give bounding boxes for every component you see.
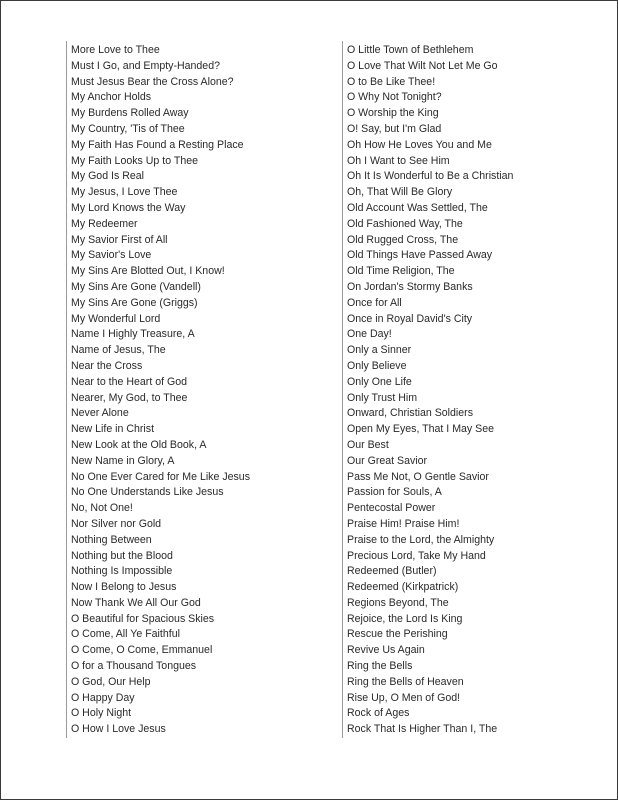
- hymn-title: O How I Love Jesus: [71, 723, 166, 736]
- hymn-title: Name of Jesus, The: [71, 344, 166, 357]
- hymn-title: Rock That Is Higher Than I, The: [347, 723, 498, 736]
- hymn-title: My Lord Knows the Way: [71, 201, 186, 214]
- hymn-title: Ring the Bells: [347, 660, 413, 673]
- hymn-title: My Sins Are Gone (Vandell): [71, 280, 201, 293]
- hymn-title: Old Rugged Cross, The: [347, 233, 459, 246]
- hymn-title: Oh It Is Wonderful to Be a Christian: [347, 170, 514, 183]
- hymn-title: No, Not One!: [71, 502, 133, 515]
- hymn-index-column-right: [342, 41, 592, 738]
- hymn-title: On Jordan's Stormy Banks: [347, 280, 473, 293]
- hymn-title: New Life in Christ: [71, 423, 155, 436]
- hymn-title: Nothing Is Impossible: [71, 565, 173, 578]
- hymn-title: Nothing but the Blood: [71, 549, 173, 562]
- hymn-title: My Sins Are Gone (Griggs): [71, 296, 198, 309]
- hymn-title-list: [347, 43, 592, 738]
- hymn-title-list: [71, 43, 316, 738]
- hymn-title: Only Believe: [347, 359, 407, 372]
- hymn-title: Nor Silver nor Gold: [71, 517, 162, 530]
- hymn-title: Never Alone: [71, 407, 129, 420]
- hymn-title: One Day!: [347, 328, 392, 341]
- hymn-title: O God, Our Help: [71, 675, 151, 688]
- hymn-title: O Beautiful for Spacious Skies: [71, 612, 215, 625]
- hymn-title: Rejoice, the Lord Is King: [347, 612, 463, 625]
- hymn-title: O Love That Wilt Not Let Me Go: [347, 59, 498, 72]
- hymn-title: Oh, That Will Be Glory: [347, 186, 453, 199]
- hymn-title: Old Time Religion, The: [347, 265, 455, 278]
- hymn-title: Now Thank We All Our God: [71, 596, 201, 609]
- hymn-title: O to Be Like Thee!: [347, 75, 436, 88]
- hymn-title: Ring the Bells of Heaven: [347, 675, 464, 688]
- hymn-title: Our Best: [347, 438, 389, 451]
- hymn-title: New Look at the Old Book, A: [71, 438, 207, 451]
- hymn-title: Now I Belong to Jesus: [71, 581, 177, 594]
- hymn-title: My Wonderful Lord: [71, 312, 161, 325]
- hymn-title: Old Fashioned Way, The: [347, 217, 463, 230]
- hymn-title: Onward, Christian Soldiers: [347, 407, 473, 420]
- hymn-title: My God Is Real: [71, 170, 145, 183]
- hymn-title: My Burdens Rolled Away: [71, 107, 189, 120]
- hymn-title: Nearer, My God, to Thee: [71, 391, 188, 404]
- hymn-title: Must I Go, and Empty-Handed?: [71, 59, 220, 72]
- hymn-title: My Jesus, I Love Thee: [71, 186, 178, 199]
- hymn-title: O Holy Night: [71, 707, 132, 720]
- hymn-title: O Worship the King: [347, 107, 439, 120]
- hymn-title: Oh I Want to See Him: [347, 154, 450, 167]
- hymn-title: O Why Not Tonight?: [347, 91, 442, 104]
- hymn-title: Near the Cross: [71, 359, 143, 372]
- hymn-title: Old Account Was Settled, The: [347, 201, 488, 214]
- hymn-title: O Come, O Come, Emmanuel: [71, 644, 213, 657]
- hymn-title: O Happy Day: [71, 691, 135, 704]
- hymn-title: My Faith Looks Up to Thee: [71, 154, 198, 167]
- hymn-title: Open My Eyes, That I May See: [347, 423, 495, 436]
- hymn-title: New Name in Glory, A: [71, 454, 175, 467]
- hymn-title: Rock of Ages: [347, 707, 410, 720]
- hymn-title: My Savior's Love: [71, 249, 152, 262]
- hymn-title: My Redeemer: [71, 217, 138, 230]
- hymn-title: My Country, 'Tis of Thee: [71, 122, 185, 135]
- hymn-title: Near to the Heart of God: [71, 375, 188, 388]
- hymn-title: O Little Town of Bethlehem: [347, 44, 474, 56]
- hymn-title: Pass Me Not, O Gentle Savior: [347, 470, 489, 483]
- hymn-title: My Savior First of All: [71, 233, 168, 246]
- hymn-title: Pentecostal Power: [347, 502, 436, 515]
- hymn-title: No One Understands Like Jesus: [71, 486, 224, 499]
- hymn-title: O! Say, but I'm Glad: [347, 122, 442, 135]
- hymn-title: Rise Up, O Men of God!: [347, 691, 461, 704]
- hymn-title: Once for All: [347, 296, 402, 309]
- hymn-title: My Anchor Holds: [71, 91, 152, 104]
- hymn-title: Must Jesus Bear the Cross Alone?: [71, 75, 234, 88]
- hymn-title: Our Great Savior: [347, 454, 428, 467]
- hymn-title: My Faith Has Found a Resting Place: [71, 138, 244, 151]
- hymn-title: Precious Lord, Take My Hand: [347, 549, 486, 562]
- hymn-title: Redeemed (Kirkpatrick): [347, 581, 459, 594]
- hymn-title: Passion for Souls, A: [347, 486, 442, 499]
- hymn-title: Old Things Have Passed Away: [347, 249, 493, 262]
- hymn-title: O Come, All Ye Faithful: [71, 628, 180, 641]
- hymn-title: Revive Us Again: [347, 644, 425, 657]
- hymn-title: Only Trust Him: [347, 391, 418, 404]
- hymn-title: Praise to the Lord, the Almighty: [347, 533, 495, 546]
- hymn-title: Praise Him! Praise Him!: [347, 517, 460, 530]
- hymn-title: Regions Beyond, The: [347, 596, 449, 609]
- hymn-title: Nothing Between: [71, 533, 152, 546]
- hymn-title: O for a Thousand Tongues: [71, 660, 197, 673]
- hymn-title: Only a Sinner: [347, 344, 412, 357]
- hymn-title: Only One Life: [347, 375, 412, 388]
- hymn-title: Rescue the Perishing: [347, 628, 448, 641]
- hymn-title: Oh How He Loves You and Me: [347, 138, 492, 151]
- hymn-title: Name I Highly Treasure, A: [71, 328, 195, 341]
- hymn-title: My Sins Are Blotted Out, I Know!: [71, 265, 225, 278]
- hymn-title: Once in Royal David's City: [347, 312, 473, 325]
- hymn-title: Redeemed (Butler): [347, 565, 437, 578]
- hymn-index-column-left: [66, 41, 316, 738]
- hymn-title: More Love to Thee: [71, 44, 160, 56]
- hymn-title: No One Ever Cared for Me Like Jesus: [71, 470, 250, 483]
